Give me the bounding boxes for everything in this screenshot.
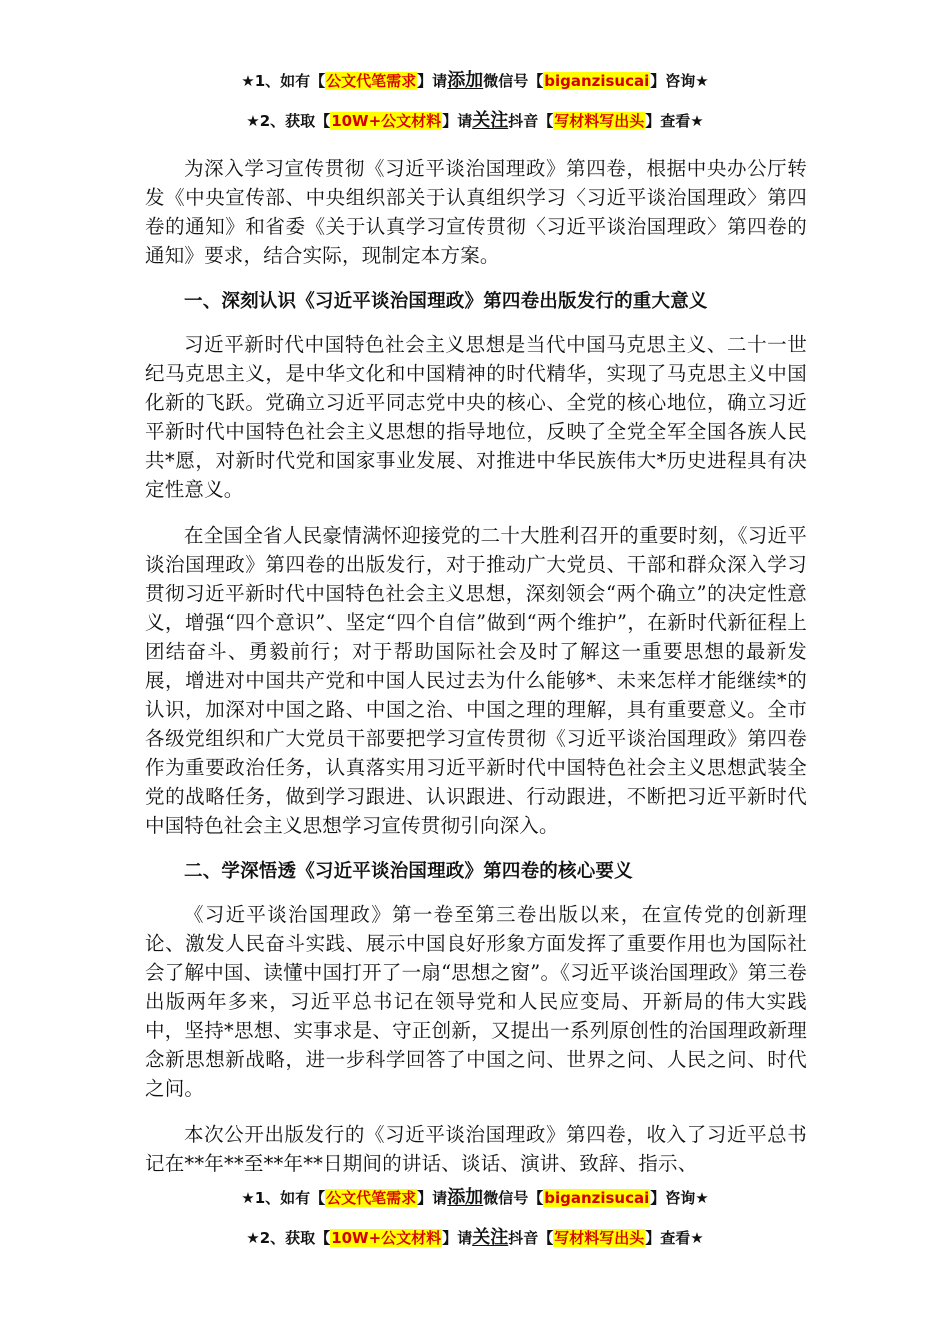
section2-paragraph-2: 本次公开出版发行的《习近平谈治国理政》第四卷，收入了习近平总书记在**年**至**年**日期间的讲话、谈话、演讲、致辞、指示、 [145,1123,807,1175]
banner-highlight: 10W+公文材料 [331,1229,442,1247]
banner-text: 微信号【 [483,1189,544,1207]
section-heading-1: 一、深刻认识《习近平谈治国理政》第四卷出版发行的重大意义 [184,291,708,312]
banner-highlight: 公文代笔需求 [326,72,417,90]
document-body [145,154,807,1178]
intro-paragraph: 为深入学习宣传贯彻《习近平谈治国理政》第四卷，根据中央办公厅转发《中央宣传部、中央组织部关于认真组织学习〈习近平谈治国理政〉第四卷的通知》和省委《关于认真学习宣传贯彻〈习近平谈治国理政〉第四卷的通知》要求，结合实际，现制定本方案。 [145,157,807,267]
banner-wechat-id: biganzisucai [544,1189,650,1207]
section-heading-2: 二、学深悟透《习近平谈治国理政》第四卷的核心要义 [184,861,633,882]
section2-paragraph-1: 《习近平谈治国理政》第一卷至第三卷出版以来，在宣传党的创新理论、激发人民奋斗实践、展示中国良好形象方面发挥了重要作用也为国际社会了解中国、读懂中国打开了一扇“思想之窗”。《习近平谈治国理政》第三卷出版两年多来，习近平总书记在领导党和人民应变局、开新局的伟大实践中，坚持*思想、实事求是、守正创新，又提出一系列原创性的治国理政新理念新思想新战略，进一步科学回答了中国之问、世界之问、人民之问、时代之问。 [145,903,807,1100]
banner-text: 抖音【 [508,112,554,130]
banner-text: 】咨询★ [650,72,709,90]
banner-text: 抖音【 [508,1229,554,1247]
banner-top-line2 [0,110,950,132]
banner-text: 】请 [417,72,448,90]
banner-emphasis: 关注 [472,110,509,131]
banner-text: 】查看★ [645,112,704,130]
banner-text: 】请 [442,112,473,130]
banner-text: ★1、如有【 [241,72,326,90]
banner-highlight: 写材料写出头 [554,1229,645,1247]
banner-text: 】请 [417,1189,448,1207]
banner-bottom-line1 [0,1187,950,1209]
banner-text: ★2、获取【 [246,1229,331,1247]
banner-text: 微信号【 [483,72,544,90]
banner-highlight: 10W+公文材料 [331,112,442,130]
banner-text: ★1、如有【 [241,1189,326,1207]
banner-text: 】咨询★ [650,1189,709,1207]
banner-bottom-line2 [0,1227,950,1249]
banner-text: 】查看★ [645,1229,704,1247]
banner-highlight: 公文代笔需求 [326,1189,417,1207]
banner-emphasis: 关注 [472,1227,509,1248]
banner-emphasis: 添加 [447,1187,484,1208]
banner-emphasis: 添加 [447,70,484,91]
banner-wechat-id: biganzisucai [544,72,650,90]
banner-text: 】请 [442,1229,473,1247]
section1-paragraph-2: 在全国全省人民豪情满怀迎接党的二十大胜利召开的重要时刻，《习近平谈治国理政》第四卷的出版发行，对于推动广大党员、干部和群众深入学习贯彻习近平新时代中国特色社会主义思想，深刻领会“两个确立”的决定性意义，增强“四个意识”、坚定“四个自信”做到“两个维护”，在新时代新征程上团结奋斗、勇毅前行；对于帮助国际社会及时了解这一重要思想的最新发展，增进对中国共产党和中国人民过去为什么能够*、未来怎样才能继续*的认识，加深对中国之路、中国之治、中国之理的理解，具有重要意义。全市各级党组织和广大党员干部要把学习宣传贯彻《习近平谈治国理政》第四卷作为重要政治任务，认真落实用习近平新时代中国特色社会主义思想武装全党的战略任务，做到学习跟进、认识跟进、行动跟进，不断把习近平新时代中国特色社会主义思想学习宣传贯彻引向深入。 [145,524,807,837]
banner-highlight: 写材料写出头 [554,112,645,130]
banner-text: ★2、获取【 [246,112,331,130]
section1-paragraph-1: 习近平新时代中国特色社会主义思想是当代中国马克思主义、二十一世纪马克思主义，是中华文化和中国精神的时代精华，实现了马克思主义中国化新的飞跃。党确立习近平同志党中央的核心、全党的核心地位，确立习近平新时代中国特色社会主义思想的指导地位，反映了全党全军全国各族人民共*愿，对新时代党和国家事业发展、对推进中华民族伟大*历史进程具有决定性意义。 [145,333,807,501]
banner-top-line1 [0,70,950,92]
